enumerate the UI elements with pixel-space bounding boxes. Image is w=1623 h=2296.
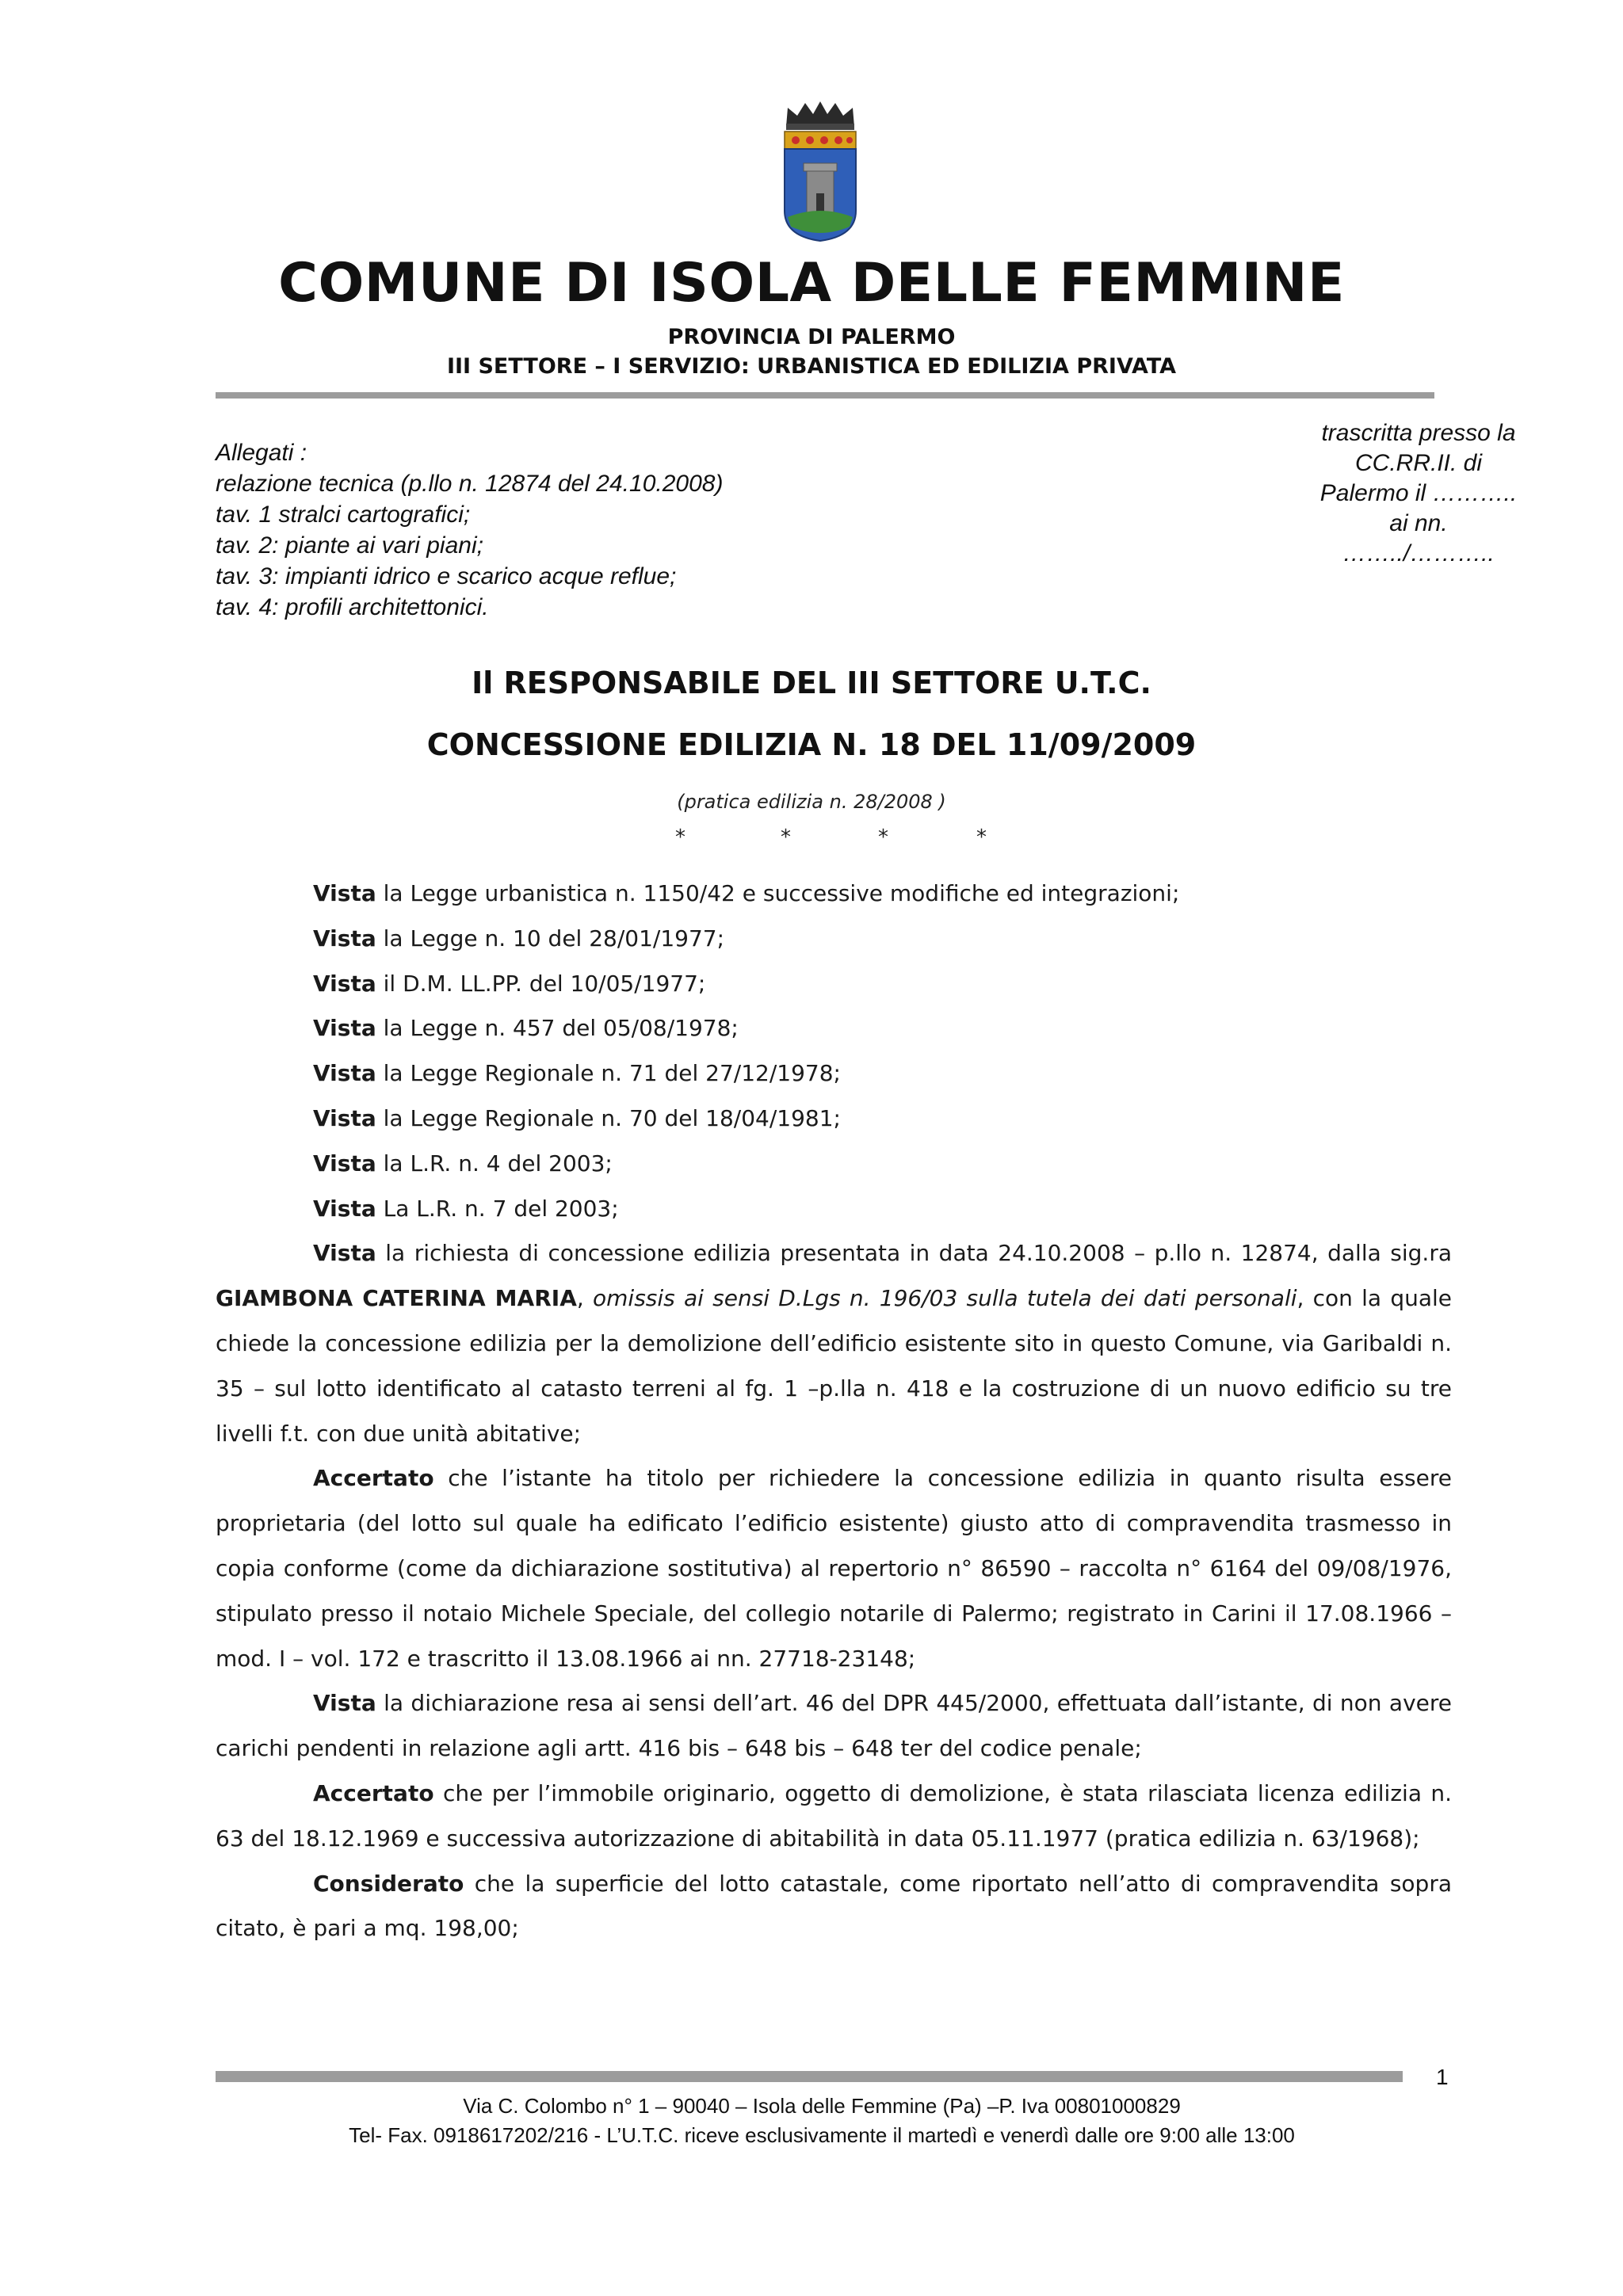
footer-divider	[216, 2071, 1403, 2082]
vista-line: Vista La L.R. n. 7 del 2003;	[313, 1195, 619, 1222]
registration-line: trascritta presso la	[1321, 420, 1516, 446]
attachment-item: tav. 1 stralci cartografici;	[216, 502, 471, 528]
vista-line: Vista la Legge Regionale n. 71 del 27/12/1978;	[313, 1060, 841, 1087]
responsible-heading: Il RESPONSABILE DEL III SETTORE U.T.C.	[472, 666, 1151, 700]
footer-contact: Tel- Fax. 0918617202/216 - L’U.T.C. riceve esclusivamente il martedì e venerdì dalle ore 9:00 alle 13:00	[349, 2123, 1295, 2147]
privacy-omission: omissis ai sensi D.Lgs n. 196/03 sulla tutela dei dati personali	[593, 1285, 1297, 1312]
municipal-crest-logo	[777, 100, 864, 242]
department-name: III SETTORE – I SERVIZIO: URBANISTICA ED EDILIZIA PRIVATA	[446, 354, 1177, 379]
municipality-title: COMUNE DI ISOLA DELLE FEMMINE	[278, 252, 1345, 315]
ownership-paragraph: Accertato che l’istante ha titolo per richiedere la concessione edilizia in quanto risulta essere proprietaria (del lotto sul quale ha edificato l’edificio esistente) giusto atto di compravendita trasmesso in copia conforme (come da dichiarazione sostitutiva) al repertorio n° 86590 – raccolta n° 6164 del 09/08/1976, stipulato presso il notaio Michele Speciale, del collegio notarile di Palermo; registrato in Carini il 17.08.1966 – mod. I – vol. 172 e trascritto il 13.08.1966 ai nn. 27718-23148;	[216, 1465, 1452, 1672]
request-paragraph: Vista la richiesta di concessione edilizia presentata in data 24.10.2008 – p.llo n. 12874, dalla sig.ra GIAMBONA CATERINA MARIA, omissis ai sensi D.Lgs n. 196/03 sulla tutela dei dati personali, con la quale chiede la concessione edilizia per la demolizione dell’edificio esistente sito in questo Comune, via Garibaldi n. 35 – sul lotto identificato al catasto terreni al fg. 1 –p.lla n. 418 e la costruzione di un nuovo edificio su tre livelli f.t. con due unità abitative;	[216, 1240, 1453, 1447]
attachment-item: relazione tecnica (p.llo n. 12874 del 24.10.2008)	[216, 471, 724, 497]
registration-line: CC.RR.II. di	[1354, 450, 1483, 476]
attachment-item: tav. 3: impianti idrico e scarico acque reflue;	[216, 563, 677, 589]
registration-line: Palermo il ………..	[1319, 480, 1518, 506]
separator-star: *	[976, 826, 987, 849]
vista-line: Vista la Legge n. 10 del 28/01/1977;	[313, 925, 725, 952]
applicant-name: GIAMBONA CATERINA MARIA	[216, 1285, 577, 1312]
header-divider	[216, 392, 1434, 399]
registration-line: ……../………..	[1342, 540, 1495, 566]
separator-star: *	[675, 826, 685, 849]
footer-address: Via C. Colombo n° 1 – 90040 – Isola delle Femmine (Pa) –P. Iva 00801000829	[463, 2094, 1181, 2118]
concession-heading: CONCESSIONE EDILIZIA N. 18 DEL 11/09/2009	[426, 727, 1197, 762]
registration-note	[1300, 418, 1537, 569]
practice-reference: (pratica edilizia n. 28/2008 )	[677, 791, 946, 813]
license-paragraph: Accertato che per l’immobile originario, oggetto di demolizione, è stata rilasciata licenza edilizia n. 63 del 18.12.1969 e successiva autorizzazione di abitabilità in data 05.11.1977 (pratica edilizia n. 63/1968);	[216, 1779, 1452, 1852]
vista-line: Vista la Legge Regionale n. 70 del 18/04/1981;	[313, 1104, 841, 1131]
vista-line: Vista il D.M. LL.PP. del 10/05/1977;	[313, 970, 706, 997]
document-body	[216, 871, 1452, 1951]
surface-paragraph: Considerato che la superficie del lotto catastale, come riportato nell’atto di compravendita sopra citato, è pari a mq. 198,00;	[216, 1870, 1452, 1942]
attachments-list	[216, 437, 929, 623]
attachment-item: tav. 4: profili architettonici.	[216, 594, 489, 620]
page-number: 1	[1436, 2065, 1449, 2089]
declaration-paragraph: Vista la dichiarazione resa ai sensi dell’art. 46 del DPR 445/2000, effettuata dall’istante, di non avere carichi pendenti in relazione agli artt. 416 bis – 648 bis – 648 ter del codice penale;	[216, 1690, 1452, 1762]
vista-line: Vista la Legge n. 457 del 05/08/1978;	[313, 1015, 739, 1042]
separator-star: *	[878, 826, 888, 849]
province-name: PROVINCIA DI PALERMO	[667, 325, 956, 349]
registration-line: ai nn.	[1389, 510, 1448, 536]
attachment-item: tav. 2: piante ai vari piani;	[216, 532, 483, 559]
separator-star: *	[781, 826, 791, 849]
attachments-label: Allegati :	[216, 440, 307, 466]
vista-line: Vista la Legge urbanistica n. 1150/42 e successive modifiche ed integrazioni;	[313, 880, 1180, 906]
vista-line: Vista la L.R. n. 4 del 2003;	[313, 1150, 613, 1177]
